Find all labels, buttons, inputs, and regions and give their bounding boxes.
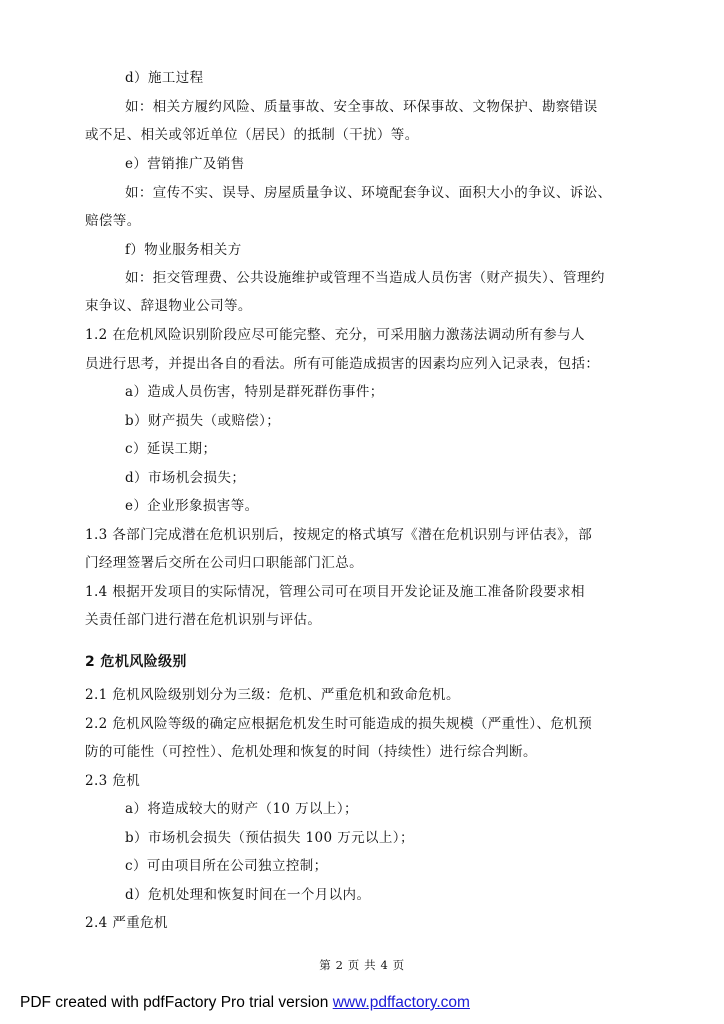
text-line: 2.3 危机 <box>85 773 141 789</box>
text-line: 束争议、辞退物业公司等。 <box>85 298 252 314</box>
text-line: 1.4 根据开发项目的实际情况，管理公司可在项目开发论证及施工准备阶段要求相 <box>85 584 585 600</box>
text-line: 或不足、相关或邻近单位（居民）的抵制（干扰）等。 <box>85 127 419 143</box>
list-item: d）市场机会损失； <box>125 470 246 486</box>
text-line: 2.4 严重危机 <box>85 915 168 931</box>
text-line: e）营销推广及销售 <box>125 156 245 172</box>
text-line: d）施工过程 <box>125 70 204 86</box>
pdf-trial-banner <box>20 994 470 1012</box>
text-line: 门经理签署后交所在公司归口职能部门汇总。 <box>85 555 363 571</box>
text-line: 关责任部门进行潜在危机识别与评估。 <box>85 612 322 628</box>
list-item: c）可由项目所在公司独立控制； <box>125 858 328 874</box>
list-item: b）市场机会损失（预估损失 100 万元以上）； <box>125 830 414 846</box>
list-item: c）延误工期； <box>125 441 217 457</box>
text-line: 员进行思考，并提出各自的看法。所有可能造成损害的因素均应列入记录表，包括： <box>85 356 600 372</box>
text-line: 如：拒交管理费、公共设施维护或管理不当造成人员伤害（财产损失）、管理约 <box>125 270 605 286</box>
text-line: 2.2 危机风险等级的确定应根据危机发生时可能造成的损失规模（严重性）、危机预 <box>85 716 593 732</box>
list-item: a）造成人员伤害，特别是群死群伤事件； <box>125 384 384 400</box>
text-line: 赔偿等。 <box>85 213 141 229</box>
text-line: 1.3 各部门完成潜在危机识别后，按规定的格式填写《潜在危机识别与评估表》，部 <box>85 527 593 543</box>
banner-text: PDF created with pdfFactory Pro trial version <box>20 994 333 1011</box>
section-heading: 2 危机风险级别 <box>85 654 187 670</box>
list-item: d）危机处理和恢复时间在一个月以内。 <box>125 887 371 903</box>
pdffactory-link[interactable]: www.pdffactory.com <box>332 994 470 1011</box>
text-line: 如：相关方履约风险、质量事故、安全事故、环保事故、文物保护、勘察错误 <box>125 99 598 115</box>
page-number-footer: 第 2 页 共 4 页 <box>319 958 405 972</box>
text-line: 防的可能性（可控性）、危机处理和恢复的时间（持续性）进行综合判断。 <box>85 744 537 760</box>
list-item: b）财产损失（或赔偿）； <box>125 413 281 429</box>
text-line: 如：宣传不实、误导、房屋质量争议、环境配套争议、面积大小的争议、诉讼、 <box>125 185 612 201</box>
list-item: e）企业形象损害等。 <box>125 498 259 514</box>
text-line: 2.1 危机风险级别划分为三级：危机、严重危机和致命危机。 <box>85 687 460 703</box>
text-line: 1.2 在危机风险识别阶段应尽可能完整、充分，可采用脑力激荡法调动所有参与人 <box>85 327 585 343</box>
list-item: a）将造成较大的财产（10 万以上）； <box>125 801 358 817</box>
text-line: f）物业服务相关方 <box>125 242 242 258</box>
